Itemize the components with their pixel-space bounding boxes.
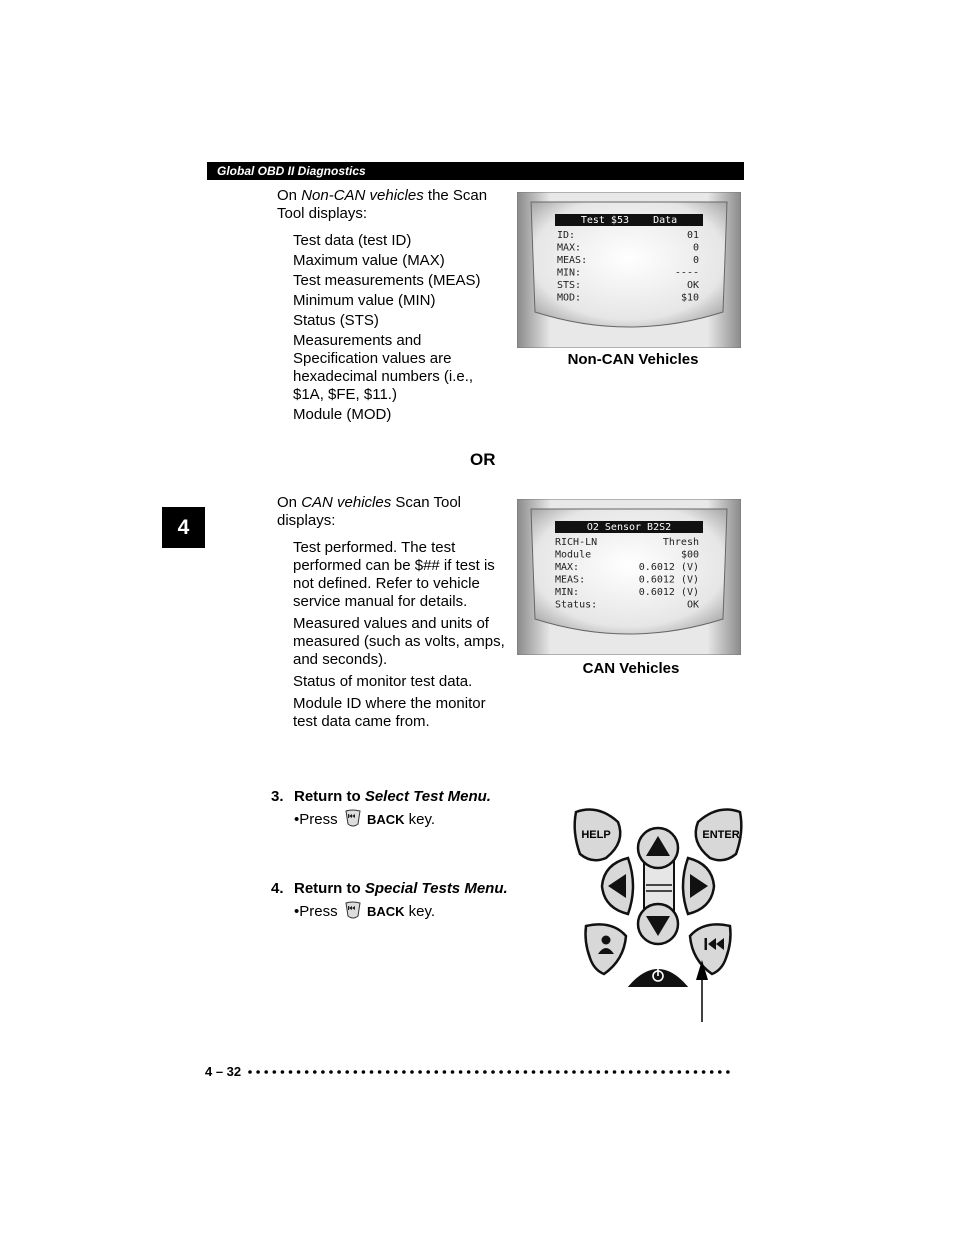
- can-caption: CAN Vehicles: [582, 660, 680, 677]
- step-title-prefix: Return to: [294, 788, 365, 805]
- step-title-italic: Special Tests Menu.: [364, 880, 508, 897]
- screen-row-value: OK: [686, 599, 699, 611]
- chapter-tab: 4: [162, 507, 205, 548]
- list-item: Module (MOD): [293, 406, 392, 423]
- screen-row-label: MEAS:: [557, 255, 588, 266]
- noncan-intro: [277, 187, 507, 223]
- back-key-label: BACK: [366, 904, 405, 919]
- down-arrow-key-icon: [638, 904, 678, 944]
- list-item: Status (STS): [293, 312, 379, 329]
- keypad-illustration: [568, 802, 748, 1024]
- step-title-italic: Select Test Menu.: [364, 788, 491, 805]
- screen-row-value: $10: [680, 292, 699, 304]
- or-separator: OR: [470, 450, 496, 469]
- screen-row-value: Thresh: [662, 537, 699, 548]
- screen-row-label: MIN:: [555, 587, 580, 598]
- list-item: Minimum value (MIN): [293, 292, 436, 309]
- press-text: •Press: [294, 811, 338, 828]
- left-arrow-key-icon: [602, 858, 633, 914]
- list-item: Maximum value (MAX): [293, 252, 445, 269]
- intro-prefix: On: [277, 187, 302, 204]
- screen-row-value: 01: [686, 230, 699, 241]
- screen-row-value: $00: [680, 549, 699, 561]
- noncan-list: [293, 232, 505, 424]
- list-item: Test measurements (MEAS): [293, 272, 481, 289]
- key-suffix: key.: [408, 903, 436, 920]
- up-arrow-key-icon: [638, 828, 678, 868]
- power-key-icon: [630, 968, 686, 986]
- user-key-icon: [586, 924, 627, 974]
- noncan-caption: Non-CAN Vehicles: [567, 351, 699, 368]
- screen-row-label: ID:: [557, 230, 576, 241]
- list-item: Module ID where the monitor test data came from.: [293, 695, 486, 730]
- page-number: 4 – 32: [205, 1064, 242, 1079]
- list-item: Status of monitor test data.: [293, 673, 473, 690]
- step-number: 3.: [271, 788, 284, 805]
- step-3-instruction: [294, 809, 435, 829]
- screen-row-label: STS:: [557, 280, 582, 291]
- back-key-large-icon: [690, 924, 731, 974]
- screen-row-value: 0.6012 (V): [638, 587, 699, 598]
- right-arrow-key-icon: [683, 858, 714, 914]
- intro-italic: CAN vehicles: [301, 494, 392, 511]
- screen-row-label: MOD:: [557, 292, 582, 304]
- back-key-label: BACK: [366, 812, 405, 827]
- footer-dot-leader: [248, 1064, 738, 1080]
- screen-row-label: MAX:: [555, 562, 580, 573]
- can-intro: [277, 494, 507, 530]
- screen-row-value: 0: [692, 242, 699, 254]
- intro-italic: Non-CAN vehicles: [301, 187, 424, 204]
- intro-suffix: the Scan Tool displays:: [277, 187, 488, 222]
- screen-row-label: MIN:: [557, 267, 582, 279]
- list-item: Measurements and Specification values are hexadecimal numbers (i.e., $1A, $FE, $11.): [293, 332, 474, 403]
- screen-row-value: 0: [692, 255, 699, 266]
- step-4-instruction: [294, 901, 435, 921]
- list-item: Test data (test ID): [293, 232, 412, 249]
- screen-row-value: OK: [686, 280, 699, 291]
- can-list: [293, 539, 505, 731]
- press-text: •Press: [294, 903, 338, 920]
- enter-key-icon: [696, 810, 742, 861]
- list-item: Measured values and units of measured (such as volts, amps, and seconds).: [293, 615, 505, 668]
- list-item: Test performed. The test performed can be $## if test is not defined. Refer to vehicle service manual for details.: [293, 539, 495, 610]
- running-header: Global OBD II Diagnostics: [207, 162, 744, 180]
- screen-row-label: Module: [555, 549, 592, 561]
- step-title-prefix: Return to: [294, 880, 365, 897]
- back-key-icon: [343, 809, 362, 828]
- screen-row-value: 0.6012 (V): [638, 562, 699, 573]
- screen-row-label: MAX:: [557, 242, 582, 254]
- back-key-icon: [343, 901, 362, 920]
- step-number: 4.: [271, 880, 284, 897]
- screen-row-value: 0.6012 (V): [638, 574, 699, 586]
- screen-row-label: RICH-LN: [555, 537, 598, 548]
- help-key-icon: [575, 810, 621, 861]
- help-key-label: HELP: [581, 829, 611, 841]
- can-screen-image: [517, 499, 741, 655]
- screen-title: O2 Sensor B2S2: [586, 522, 672, 533]
- intro-suffix: Scan Tool displays:: [277, 494, 461, 529]
- screen-row-label: Status:: [555, 599, 598, 611]
- screen-row-value: ----: [674, 267, 699, 279]
- key-suffix: key.: [408, 811, 436, 828]
- step-3: [271, 788, 491, 806]
- screen-row-label: MEAS:: [555, 574, 586, 586]
- intro-prefix: On: [277, 494, 302, 511]
- noncan-screen-image: [517, 192, 741, 348]
- enter-key-label: ENTER: [702, 829, 740, 841]
- screen-title: Test $53 Data: [580, 215, 678, 226]
- step-4: [271, 880, 508, 898]
